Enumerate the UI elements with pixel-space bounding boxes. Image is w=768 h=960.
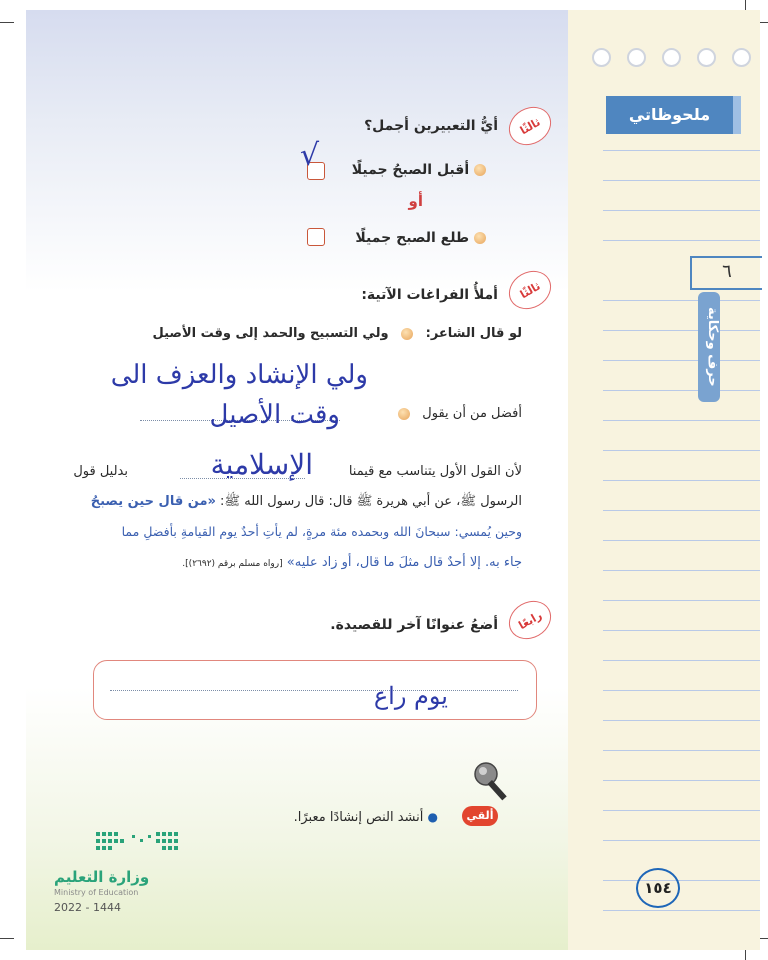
hadith-quote-end: جاء به. إلا أحدٌ قال مثلَ ما قال، أو زاد عليه»	[286, 555, 522, 570]
lesson-number: ٦	[690, 256, 762, 290]
recite-badge: ألقي	[462, 806, 498, 826]
bullet-icon	[398, 408, 410, 420]
binder-hole	[627, 48, 646, 67]
hadith-citation: [رواه مسلم برقم (٢٦٩٢)].	[182, 559, 283, 569]
option-2	[355, 230, 486, 246]
hadith-line-3	[182, 555, 522, 570]
better-than-prefix: أفضل من أن يقول	[422, 406, 522, 421]
option-2-label: طلع الصبح جميلًا	[355, 230, 470, 246]
option-1-label: أقبل الصبحُ جميلًا	[351, 162, 470, 178]
crop-mark	[0, 938, 14, 939]
option-1	[352, 162, 486, 178]
hadith-line-2: وحين يُمسي: سبحانَ الله وبحمده مئة مرةٍ، لم يأتِ أحدٌ يوم القيامةِ بأفضلِ مما	[121, 524, 522, 539]
option-2-checkbox[interactable]	[307, 228, 325, 246]
poet-line-prefix: لو قال الشاعر:	[425, 326, 522, 341]
notes-title: ملحوظاتي	[606, 96, 741, 134]
question-prompt: أيُّ التعبيرين أجمل؟	[364, 118, 498, 134]
crop-mark	[0, 22, 14, 23]
handwritten-answer-3: الإسلامية	[210, 448, 313, 481]
binder-hole	[732, 48, 751, 67]
handwritten-answer-1: ولي الإنشاد والعزف الى	[110, 360, 368, 390]
binder-hole	[662, 48, 681, 67]
section-badge: ثالثًا	[502, 99, 558, 152]
bullet-icon	[474, 164, 486, 176]
section-badge: رابعًا	[502, 593, 558, 646]
because-line-start: لأن القول الأول يتناسب مع قيمنا	[348, 464, 522, 479]
fill-prompt: أملأُ الفراغات الآتية:	[361, 287, 498, 303]
handwritten-title-answer: يوم راع	[373, 682, 448, 710]
side-tab-label: حرف وحكاية	[698, 292, 720, 402]
section-badge: ثالثًا	[502, 263, 558, 316]
hadith-quote-start: «من قال حين يصبحُ	[90, 494, 216, 509]
poet-line	[152, 326, 522, 341]
title-prompt: أضعُ عنوانًا آخر للقصيدة.	[330, 617, 498, 633]
ministry-year: 2022 - 1444	[54, 901, 121, 914]
binder-hole	[697, 48, 716, 67]
hadith-intro: الرسول ﷺ، عن أبي هريرة ﷺ قال: قال رسول الله ﷺ:	[220, 494, 522, 509]
hadith-line-1	[91, 493, 522, 512]
page-number: ١٥٤	[636, 868, 680, 908]
better-than-line	[390, 406, 522, 421]
checkmark-answer: √	[300, 138, 320, 173]
ministry-logo-icon	[96, 830, 186, 860]
ministry-english: Ministry of Education	[54, 888, 139, 897]
or-label: أو	[408, 192, 423, 210]
ministry-name: وزارة التعليم	[54, 868, 150, 886]
poet-line-value: ولي التسبيح والحمد إلى وقت الأصيل	[152, 326, 389, 341]
recite-text: أنشد النص إنشادًا معبرًا.	[293, 810, 424, 825]
binder-hole	[592, 48, 611, 67]
because-line-end: بدليل قول	[73, 464, 128, 479]
bullet-icon	[401, 328, 413, 340]
handwritten-answer-2: وقت الأصيل	[209, 400, 340, 430]
recite-instruction: ● أنشد النص إنشادًا معبرًا.	[293, 810, 438, 825]
blank-line	[110, 690, 518, 691]
bullet-icon	[474, 232, 486, 244]
